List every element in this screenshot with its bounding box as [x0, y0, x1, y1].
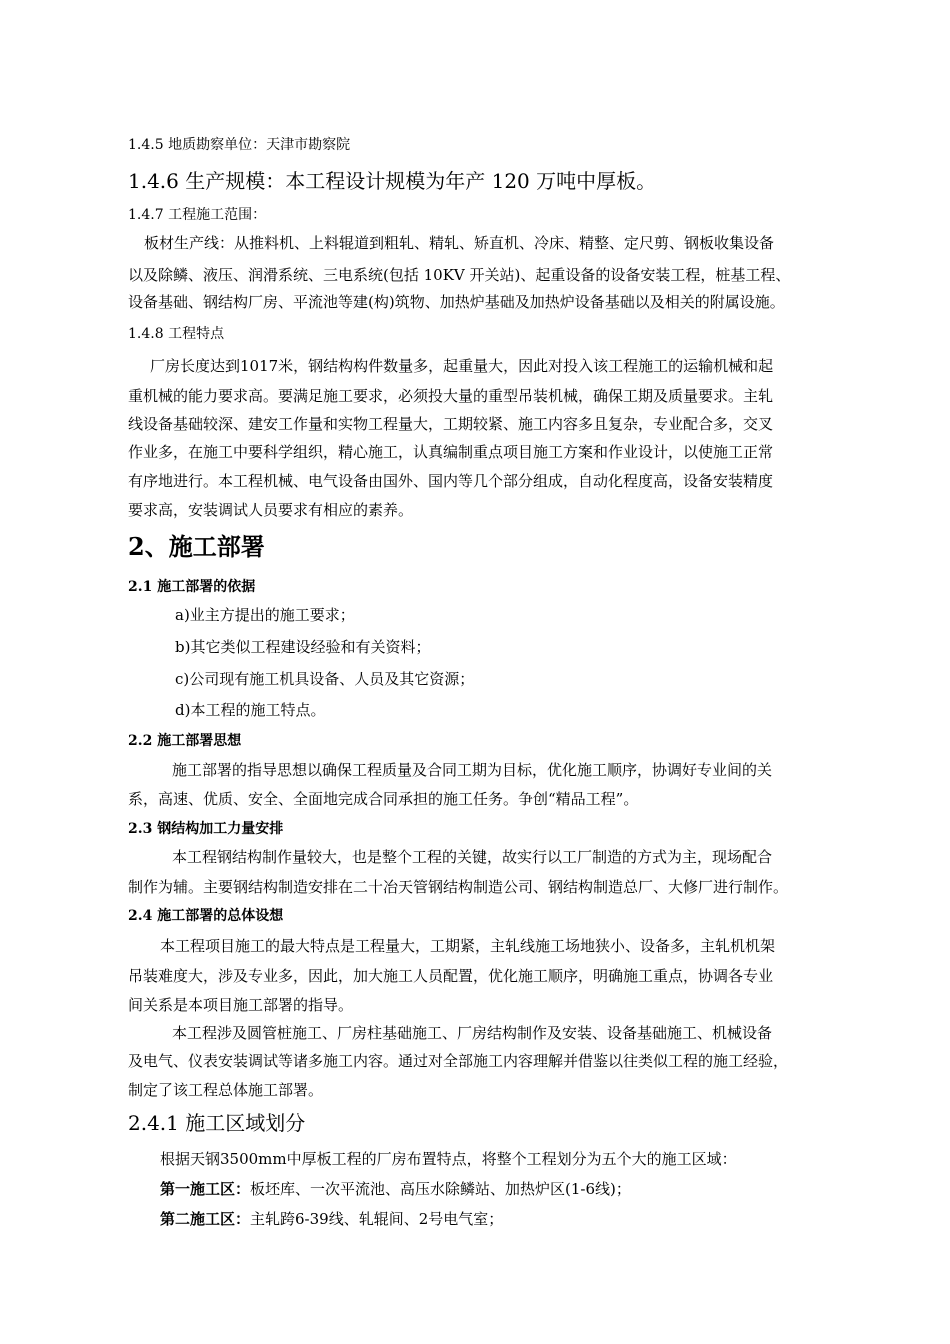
- section-2-4-heading: 2.4 施工部署的总体设想: [128, 908, 284, 924]
- plan-line: 制定了该工程总体施工部署。: [128, 1081, 324, 1099]
- zone-label: 第二施工区：: [160, 1210, 251, 1228]
- feature-line: 线设备基础较深、建安工作量和实物工程量大，工期较紧、施工内容多且复杂，专业配合多，交叉: [128, 415, 774, 433]
- section-1-4-7-heading: 1.4.7 工程施工范围：: [128, 207, 267, 223]
- section-1-4-6: 1.4.6 生产规模：本工程设计规模为年产 120 万吨中厚板。: [128, 169, 657, 193]
- zone-intro: 根据天钢3500mm中厚板工程的厂房布置特点，将整个工程划分为五个大的施工区域：: [160, 1150, 737, 1168]
- plan-line: 本工程项目施工的最大特点是工程量大，工期紧，主轧线施工场地狭小、设备多，主轧机机架: [160, 937, 776, 955]
- feature-line: 有序地进行。本工程机械、电气设备由国外、国内等几个部分组成，自动化程度高，设备安装精度: [128, 472, 774, 490]
- zone-item: [160, 1182, 631, 1197]
- basis-item: b)其它类似工程建设经验和有关资料；: [175, 638, 431, 656]
- plan-line: 本工程涉及圆管桩施工、厂房柱基础施工、厂房结构制作及安装、设备基础施工、机械设备: [172, 1024, 773, 1042]
- basis-item: a)业主方提出的施工要求；: [175, 606, 355, 624]
- steel-line: 制作为辅。主要钢结构制造安排在二十冶天管钢结构制造公司、钢结构制造总厂、大修厂进行制作。: [128, 878, 789, 896]
- plan-line: 间关系是本项目施工部署的指导。: [128, 996, 354, 1014]
- plan-line: 及电气、仪表安装调试等诸多施工内容。通过对全部施工内容理解并借鉴以往类似工程的施工经验，: [128, 1052, 789, 1070]
- section-2-4-1-heading: 2.4.1 施工区域划分: [128, 1111, 306, 1135]
- section-1-4-8-heading: 1.4.8 工程特点: [128, 326, 225, 342]
- feature-line: 作业多，在施工中要科学组织，精心施工，认真编制重点项目施工方案和作业设计，以使施工正常: [128, 443, 774, 461]
- section-2-3-heading: 2.3 钢结构加工力量安排: [128, 821, 284, 837]
- idea-line: 系，高速、优质、安全、全面地完成合同承担的施工任务。争创“精品工程”。: [128, 790, 639, 808]
- zone-text: 主轧跨6-39线、轧辊间、2号电气室；: [250, 1210, 504, 1228]
- scope-line: 设备基础、钢结构厂房、平流池等建(构)筑物、加热炉基础及加热炉设备基础以及相关的附属设施。: [128, 293, 785, 311]
- zone-item: [160, 1212, 503, 1227]
- section-2-2-heading: 2.2 施工部署思想: [128, 733, 242, 749]
- steel-line: 本工程钢结构制作量较大，也是整个工程的关键，故实行以工厂制造的方式为主，现场配合: [172, 848, 773, 866]
- feature-line: 重机械的能力要求高。要满足施工要求，必须投大量的重型吊装机械，确保工期及质量要求。主轧: [128, 387, 774, 405]
- chapter-2-title: 2、施工部署: [128, 532, 265, 561]
- plan-line: 吊装难度大，涉及专业多，因此，加大施工人员配置，优化施工顺序，明确施工重点，协调各专业: [128, 967, 774, 985]
- scope-line: 板材生产线：从推料机、上料辊道到粗轧、精轧、矫直机、冷床、精整、定尺剪、钢板收集设备: [144, 234, 775, 252]
- zone-label: 第一施工区：: [160, 1180, 251, 1198]
- basis-item: c)公司现有施工机具设备、人员及其它资源；: [175, 670, 475, 688]
- section-2-1-heading: 2.1 施工部署的依据: [128, 579, 256, 595]
- basis-item: d)本工程的施工特点。: [175, 701, 326, 719]
- feature-line: 厂房长度达到1017米，钢结构构件数量多，起重量大，因此对投入该工程施工的运输机械和起: [150, 357, 774, 375]
- scope-line: 以及除鳞、液压、润滑系统、三电系统(包括 10KV 开关站)、起重设备的设备安装工程，桩基工程、: [128, 266, 791, 284]
- feature-line: 要求高，安装调试人员要求有相应的素养。: [128, 501, 414, 519]
- section-1-4-5: 1.4.5 地质勘察单位：天津市勘察院: [128, 137, 351, 153]
- zone-text: 板坯库、一次平流池、高压水除鳞站、加热炉区(1-6线)；: [250, 1180, 631, 1198]
- idea-line: 施工部署的指导思想以确保工程质量及合同工期为目标，优化施工顺序，协调好专业间的关: [172, 761, 773, 779]
